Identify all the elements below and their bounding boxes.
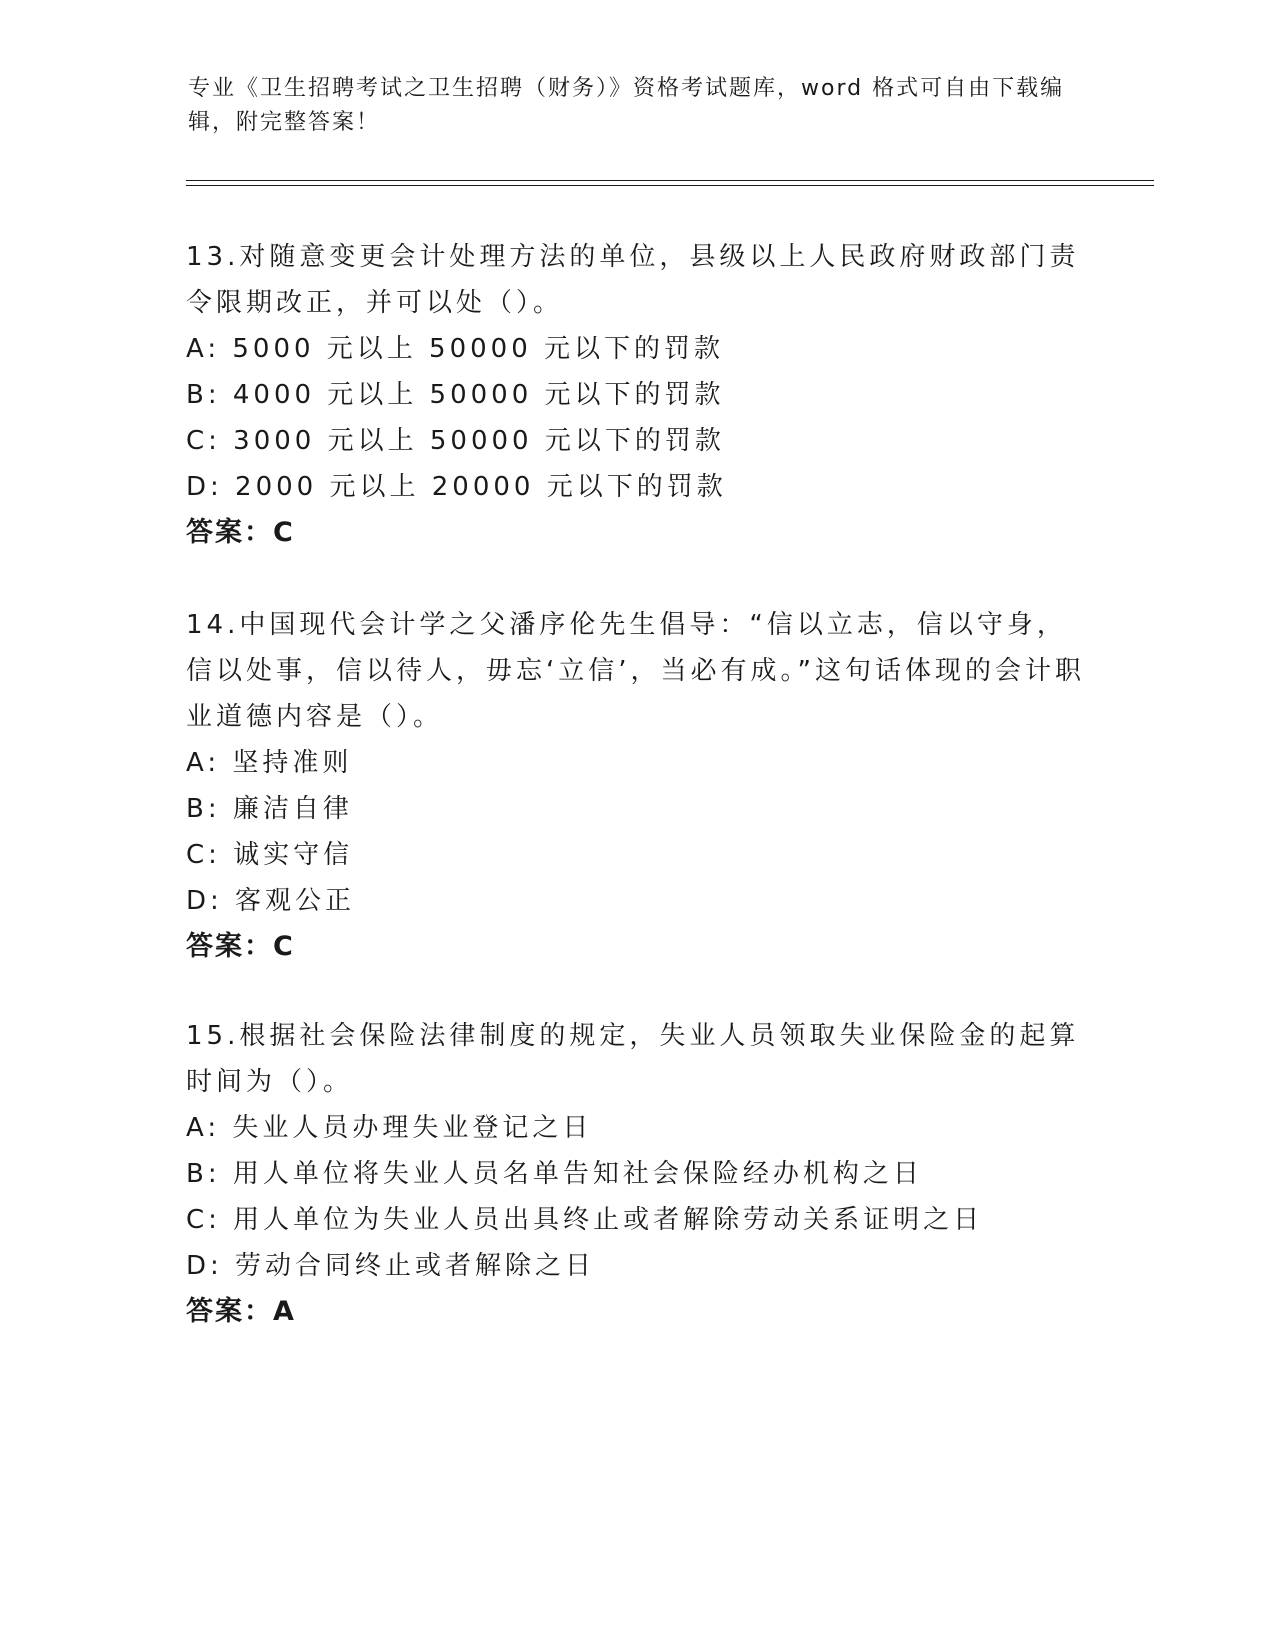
- option-d: D: 劳动合同终止或者解除之日: [186, 1251, 596, 1281]
- header-divider-top: [186, 180, 1154, 181]
- header-text: 专业《卫生招聘考试之卫生招聘（财务）》资格考试题库，word 格式可自由下载编辑，附完整答案！: [188, 76, 1065, 135]
- option-a: A: 5000 元以上 50000 元以下的罚款: [186, 334, 725, 364]
- option-a: A: 失业人员办理失业登记之日: [186, 1113, 593, 1143]
- answer: 答案：C: [186, 517, 295, 548]
- answer: 答案：A: [186, 1296, 296, 1327]
- option-b: B: 用人单位将失业人员名单告知社会保险经办机构之日: [186, 1159, 923, 1189]
- document-header: [188, 72, 1068, 140]
- question-14: [186, 602, 1086, 970]
- question-stem: 15.根据社会保险法律制度的规定，失业人员领取失业保险金的起算时间为（）。: [186, 1021, 1080, 1097]
- option-a: A: 坚持准则: [186, 748, 353, 778]
- option-c: C: 3000 元以上 50000 元以下的罚款: [186, 426, 725, 456]
- question-15: [186, 1013, 1086, 1335]
- option-b: B: 4000 元以上 50000 元以下的罚款: [186, 380, 725, 410]
- question-stem: 13.对随意变更会计处理方法的单位，县级以上人民政府财政部门责令限期改正，并可以处（）。: [186, 242, 1080, 318]
- option-c: C: 用人单位为失业人员出具终止或者解除劳动关系证明之日: [186, 1205, 984, 1235]
- question-stem: 14.中国现代会计学之父潘序伦先生倡导：“信以立志，信以守身，信以处事，信以待人，毋忘‘立信’，当必有成。”这句话体现的会计职业道德内容是（）。: [186, 610, 1085, 732]
- option-b: B: 廉洁自律: [186, 794, 353, 824]
- option-d: D: 2000 元以上 20000 元以下的罚款: [186, 472, 727, 502]
- answer: 答案：C: [186, 931, 295, 962]
- question-13: [186, 234, 1086, 556]
- option-c: C: 诚实守信: [186, 840, 354, 870]
- option-d: D: 客观公正: [186, 886, 356, 916]
- header-divider-bottom: [186, 185, 1154, 186]
